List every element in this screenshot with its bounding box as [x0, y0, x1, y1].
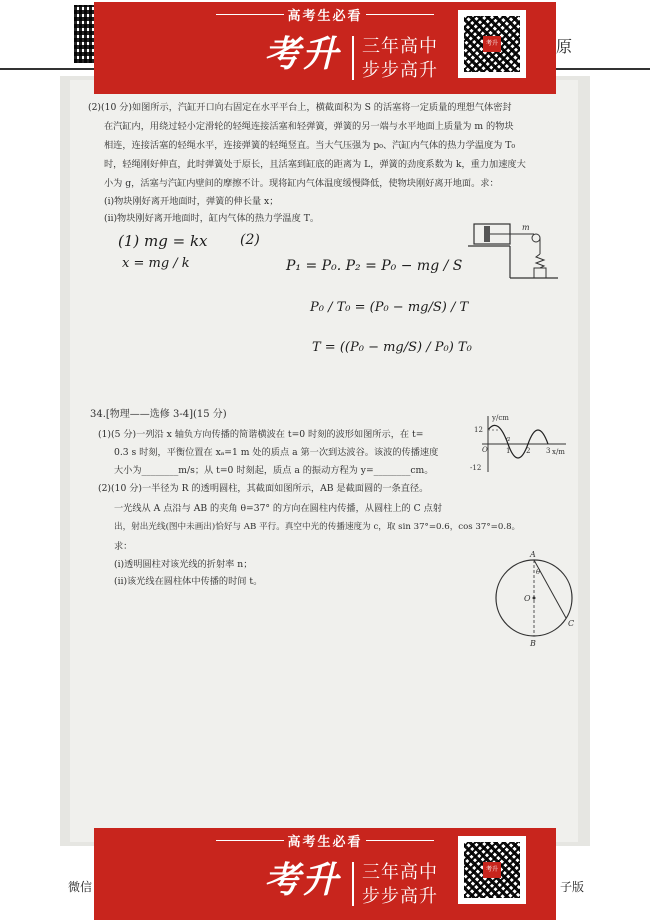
- logo-divider: [352, 36, 354, 80]
- problem-heading: 34.[物理——选修 3-4](15 分): [90, 409, 227, 420]
- tagline-2: 步步高升: [362, 60, 438, 81]
- tick-label: 2: [526, 447, 531, 455]
- center-label: O: [524, 594, 531, 603]
- hw-line: P₁ = P₀. P₂ = P₀ − mg / S: [286, 258, 463, 274]
- tagline-1: 三年高中: [362, 862, 438, 883]
- slogan-rule-right: [366, 14, 434, 15]
- top-banner: [94, 2, 556, 94]
- slogan-rule-left: [216, 840, 284, 841]
- y-max-label: 12: [474, 426, 483, 434]
- hw-line: T = ((P₀ − mg/S) / P₀) T₀: [312, 340, 472, 355]
- problem-line: 在汽缸内，用绕过轻小定滑轮的轻绳连接活塞和轻弹簧，弹簧的另一端与水平地面上质量为 m 的物块: [104, 121, 514, 132]
- brand-logo: 考升: [264, 34, 341, 75]
- problem-line: 大小为________m/s；从 t=0 时刻起，质点 a 的振动方程为 y=________cm。: [114, 465, 434, 476]
- problem-line: 0.3 s 时刻，平衡位置在 xₐ=1 m 处的质点 a 第一次到达波谷。该波的传播速度: [114, 447, 439, 458]
- question-i: (ⅰ)透明圆柱对该光线的折射率 n；: [114, 559, 253, 570]
- problem-line: (2)(10 分)如图所示，汽缸开口向右固定在水平平台上，横截面积为 S 的活塞将一定质量的理想气体密封: [88, 102, 512, 113]
- slogan-rule-left: [216, 14, 284, 15]
- logo-divider: [352, 862, 354, 906]
- problem-line: (2)(10 分)一半径为 R 的透明圆柱，其截面如图所示，AB 是截面圆的一条直径。: [98, 483, 429, 494]
- problem-line: 小为 g，活塞与汽缸内壁间的摩擦不计。现将缸内气体温度缓慢降低，使物块刚好离开地面。求：: [104, 178, 499, 189]
- tagline-2: 步步高升: [362, 886, 438, 907]
- block: [534, 268, 546, 278]
- mass-label: m: [522, 223, 530, 232]
- problem-line: 一光线从 A 点沿与 AB 的夹角 θ=37° 的方向在圆柱内传播，从圆柱上的 C 点射: [114, 503, 442, 514]
- footer-fragment-right: 子版: [560, 880, 585, 894]
- hw-line: x = mg / k: [122, 256, 190, 271]
- question-ii: (ⅱ)物块刚好离开地面时，缸内气体的热力学温度 T。: [104, 213, 320, 224]
- point-a-label: a: [506, 435, 511, 443]
- circle-figure: [488, 548, 580, 648]
- pulley: [532, 234, 540, 242]
- center-point: [533, 597, 536, 600]
- tagline-1: 三年高中: [362, 36, 438, 57]
- footer-fragment-left: 微信: [68, 880, 93, 894]
- problem-line: 相连，连接活塞的轻绳水平，连接弹簧的轻绳竖直。当大气压强为 p₀、汽缸内气体的热力学温度为 T₀: [104, 140, 516, 151]
- question-ii: (ⅱ)该光线在圆柱体中传播的时间 t。: [114, 576, 263, 587]
- tick-label: 3: [546, 447, 551, 455]
- spring: [536, 254, 544, 268]
- header-fragment: 原: [556, 37, 573, 56]
- piston-spring-figure: [468, 218, 564, 292]
- hw-line: (1) mg = kx: [118, 232, 208, 250]
- origin-label: O: [482, 446, 488, 454]
- qr-badge: 考升: [483, 862, 501, 878]
- hw-line: (2): [240, 232, 260, 248]
- qr-code[interactable]: [458, 836, 526, 904]
- angle-label: θ: [536, 568, 541, 576]
- problem-line: (1)(5 分)一列沿 x 轴负方向传播的简谐横波在 t=0 时刻的波形如图所示，在 t=: [98, 429, 424, 440]
- banner-slogan: 高考生必看: [287, 9, 363, 24]
- qr-badge: 考升: [483, 36, 501, 52]
- question-i: (ⅰ)物块刚好离开地面时，弹簧的伸长量 x；: [104, 196, 279, 207]
- bottom-banner: [94, 828, 556, 920]
- piston: [484, 226, 490, 242]
- x-axis-label: x/m: [552, 448, 565, 456]
- slogan-rule-right: [366, 840, 434, 841]
- point-a-label: A: [530, 550, 536, 559]
- point-c-label: C: [568, 619, 575, 628]
- wave-figure: [470, 412, 570, 476]
- hw-line: P₀ / T₀ = (P₀ − mg/S) / T: [310, 300, 469, 315]
- qr-code[interactable]: [458, 10, 526, 78]
- point-b-label: B: [530, 639, 536, 648]
- y-min-label: -12: [470, 464, 482, 472]
- brand-logo: 考升: [264, 860, 341, 901]
- problem-line: 出，射出光线(图中未画出)恰好与 AB 平行。真空中光的传播速度为 c，取 sin 37°=0.6，cos 37°=0.8。: [114, 522, 521, 532]
- y-axis-label: y/cm: [492, 414, 509, 422]
- top-qr-code: [74, 5, 94, 63]
- banner-slogan: 高考生必看: [287, 835, 363, 850]
- problem-line: 求：: [114, 541, 133, 552]
- problem-line: 时，轻绳刚好伸直，此时弹簧处于原长，且活塞到缸底的距离为 L，弹簧的劲度系数为 k，重力加速度大: [104, 159, 526, 170]
- tick-label: 1: [506, 447, 511, 455]
